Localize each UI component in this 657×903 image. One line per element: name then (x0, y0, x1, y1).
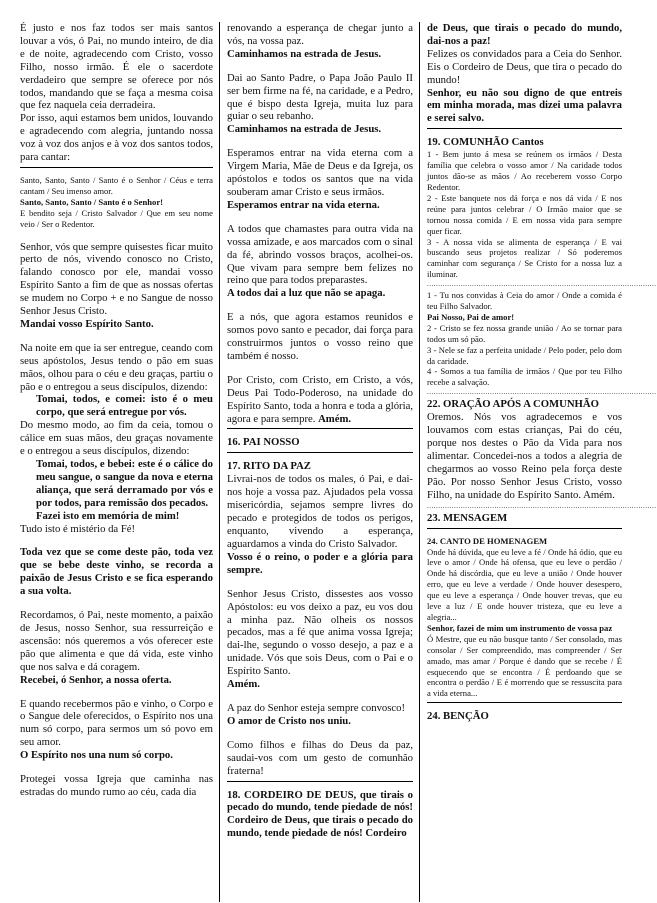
section-heading: 24. CANTO DE HOMENAGEM (427, 535, 548, 546)
response: Senhor, eu não sou digno de que entreis em minha morada, mas dizei uma palavra e serei salvo. (427, 86, 622, 125)
prayer-paragraph: Por isso, aqui estamos bem unidos, louvando e agradecendo com alegria, juntando nossa voz à voz dos anjos e à voz dos santos todos, para cantar: (20, 112, 213, 164)
prayer-paragraph: Na noite em que ia ser entregue, ceando com seus apóstolos, Jesus tendo o pão em suas mãos, olhou para o céu e deu graças, partiu o pão e o entregou a seus discípulos, dizendo: (20, 341, 213, 393)
hymn-refrain: Pai Nosso, Pai de amor! (427, 311, 515, 322)
response: Caminhamos na estrada de Jesus. (227, 123, 382, 136)
sanctus-refrain: Santo, Santo, Santo / Santo é o Senhor! (20, 196, 164, 207)
hymn-verse: 1 - Bem junto á mesa se reúnem os irmãos / Desta família que celebra o vosso amor / Na caridade todos juntos dão-se as mãos / Ao receberem vosso Corpo Redentor. (427, 149, 622, 192)
section-heading: 22. ORAÇÃO APÓS A COMUNHÃO (427, 398, 599, 411)
prayer-paragraph: Dai ao Santo Padre, o Papa João Paulo II ser bem firme na fé, na caridade, e a Pedro, que é bispo desta Igreja, muita luz para guiar o seu rebanho. (227, 71, 413, 123)
prayer-paragraph: renovando a esperança de chegar junto a vós, na vossa paz. (227, 22, 413, 47)
hymn-verse: Onde há dúvida, que eu leve a fé / Onde há ódio, que eu leve o amor / Onde há ofensa, que eu leve o perdão / Onde há discórdia, que eu leve a união / Onde houver erro, que eu leve a verdade / Onde houver desespero, que eu leve a esperança / Onde houver trevas, que eu leve a luz / E onde houver tristeza, que eu leve a alegria... (427, 546, 622, 622)
prayer-paragraph: Protegei vossa Igreja que caminha nas estradas do mundo rumo ao céu, cada dia (20, 773, 213, 798)
consecration-words: Fazei isto em memória de mim! (36, 509, 180, 522)
prayer-paragraph: Oremos. Nós vos agradecemos e vos louvamos com estas crianças, Pai do céu, porque nos destes o Pão da Vida para nos alimentar. Concedei-nos a todos a alegria de chegarmos ao vosso Reino pela força deste Pão. Por nosso Senhor Jesus Cristo, vosso Filho, na unidade do Espírito Santo. Amém. (427, 411, 622, 501)
hymn-verse: 2 - Cristo se fez nossa grande união / Ao se tornar para todos um só pão. (427, 322, 622, 344)
response: A todos dai a luz que não se apaga. (227, 287, 386, 300)
hymn-verse: 3 - A nossa vida se alimenta de esperança / E vai buscando seus projetos realizar / Só poderemos caminhar com segurança / Se Cristo for a nossa luz a iluminar. (427, 236, 622, 280)
prayer-paragraph: E a nós, que agora estamos reunidos e somos povo santo e pecador, dai força para construirmos juntos o vosso reino que também é nosso. (227, 311, 413, 362)
sanctus-verse: E bendito seja / Cristo Salvador / Que em seu nome veio / Ser o Redentor. (20, 207, 213, 229)
response: O amor de Cristo nos uniu. (227, 714, 351, 727)
prayer-paragraph: E quando recebermos pão e vinho, o Corpo e o Sangue dele oferecidos, o Espírito nos una num só corpo, para sermos um só povo em seu amor. (20, 697, 213, 749)
divider (227, 428, 413, 429)
hymn-verse: 2 - Este banquete nos dá força e nos dá vida / E nos reúne para juntos celebrar / O Irmão maior que se tornou nossa comida / E em nossa vida para sempre quer ficar. (427, 192, 622, 236)
section-heading: 16. PAI NOSSO (227, 436, 300, 449)
response: Esperamos entrar na vida eterna. (227, 198, 380, 211)
dotted-separator: ...................................................................................................... (427, 388, 657, 397)
column-2 (219, 22, 419, 902)
response: Amém. (227, 678, 260, 691)
prayer-paragraph: Senhor, vós que sempre quisestes ficar muito perto de nós, vivendo conosco no Cristo, falando conosco por ele, mandai vosso Espírito Santo a fim de que as nossas ofertas se mudem no Corpo + e no Sangue de nosso Senhor Jesus Cristo. (20, 240, 213, 318)
agnus-dei-continued: de Deus, que tirais o pecado do mundo, dai-nos a paz! (427, 22, 622, 47)
dotted-separator: ...................................................................................................... (427, 280, 657, 289)
response: Mandai vosso Espírito Santo. (20, 317, 154, 330)
divider (427, 702, 622, 703)
consecration-words: Tomai, todos, e bebei: este é o cálice do meu sangue, o sangue da nova e eterna aliança, que será derramado por vós e por todos, para remissão dos pecados. (36, 458, 213, 509)
column-3 (419, 22, 657, 902)
section-heading: 19. COMUNHÃO Cantos (427, 136, 544, 149)
doxology (227, 374, 413, 426)
prayer-paragraph: Felizes os convidados para a Ceia do Senhor. Eis o Cordeiro de Deus, que tira o pecado do mundo! (427, 47, 622, 86)
consecration-words: Tomai, todos, e comei: isto é o meu corpo, que será entregue por vós. (36, 393, 213, 419)
prayer-paragraph: A todos que chamastes para outra vida na vossa amizade, e aos marcados com o sinal da fé, abrindo vossos braços, acolhei-os. Que vivam para sempre bem felizes no reino que para todos preparastes. (227, 222, 413, 287)
column-1 (20, 22, 219, 902)
prayer-paragraph: Recordamos, ó Pai, neste momento, a paixão de Jesus, nosso Senhor, sua ressurreição e ascensão: nós queremos a vós oferecer este pão que alimenta e que dá vida, este vinho que nos salva e dá coragem. (20, 609, 213, 673)
section-heading: 17. RITO DA PAZ (227, 460, 311, 473)
prayer-paragraph: Do mesmo modo, ao fim da ceia, tomou o cálice em suas mãos, deu graças novamente e o entregou a seus discípulos, dizendo: (20, 419, 213, 458)
prayer-paragraph: Tudo isto é mistério da Fé! (20, 522, 136, 535)
prayer-paragraph: É justo e nos faz todos ser mais santos louvar a vós, ó Pai, no mundo inteiro, de dia e de noite, agradecendo com Cristo, vosso Filho, nosso irmão. É ele o sacerdote verdadeiro que sempre se oferece por nós todos, mandando que se faça a mesma coisa que fez naquela ceia derradeira. (20, 22, 213, 112)
prayer-paragraph: Senhor Jesus Cristo, dissestes aos vosso Apóstolos: eu vos deixo a paz, eu vos dou a minha paz. Não olheis os nossos pecados, mas a fé que anima vossa Igreja; dai-lhe, segundo o vosso desejo, a paz e a unidade. Vós que sois Deus, com o Pai e o Espírito Santo. (227, 587, 413, 678)
prayer-paragraph: Como filhos e filhas do Deus da paz, saudai-vos com um gesto de comunhão fraterna! (227, 738, 413, 777)
response: Caminhamos na estrada de Jesus. (227, 47, 382, 60)
prayer-paragraph: Livrai-nos de todos os males, ó Pai, e dai-nos hoje a vossa paz. Ajudados pela vossa misericórdia, sejamos sempre livres do pecado e protegidos de todos os perigos, enquanto, vivendo a esperança, aguardamos a vinda do Cristo Salvador. (227, 473, 413, 550)
divider (227, 781, 413, 782)
hymn-verse: Ó Mestre, que eu não busque tanto / Ser consolado, mas consolar / Ser compreendido, mas compreender / Ser amado, mas amar / Porque é dando que se recebe / É esquecendo que se encontra / É perdoando que se encontra o perdão / E é morrendo que se ressuscita para a vida eterna... (427, 633, 622, 699)
section-heading: 18. CORDEIRO DE DEUS, que tirais o pecado do mundo, tende piedade de nós! Cordeiro de Deus, que tirais o pecado do mundo, tende piedade de nós! Cordeiro (227, 788, 413, 840)
response: Toda vez que se come deste pão, toda vez que se bebe deste vinho, se recorda a paixão de Jesus Cristo e se fica esperando a sua volta. (20, 546, 213, 598)
response: O Espírito nos una num só corpo. (20, 749, 173, 762)
divider (427, 528, 622, 529)
section-heading: 24. BENÇÃO (427, 710, 489, 723)
divider (20, 167, 213, 168)
hymn-verse: 1 - Tu nos convidas à Ceia do amor / Onde a comida é teu Filho Salvador. (427, 290, 622, 312)
response: Vosso é o reino, o poder e a glória para sempre. (227, 550, 413, 576)
sanctus-verse: Santo, Santo, Santo / Santo é o Senhor / Céus e terra cantam / Seu imenso amor. (20, 174, 213, 196)
prayer-paragraph: A paz do Senhor esteja sempre convosco! (227, 701, 406, 714)
hymn-verse: 4 - Somos a tua família de irmãos / Que por teu Filho recebe a salvação. (427, 366, 622, 388)
response: Recebei, ó Senhor, a nossa oferta. (20, 673, 172, 686)
divider (227, 452, 413, 453)
dotted-separator: ...................................................................................................... (427, 501, 657, 510)
divider (427, 128, 622, 129)
doxology-text: Por Cristo, com Cristo, em Cristo, a vós, Deus Pai Todo-Poderoso, na unidade do Espírito Santo, toda a honra e toda a glória, agora e para sempre. (227, 373, 413, 425)
amen: Amém. (318, 412, 352, 425)
hymn-verse: 3 - Nele se faz a perfeita unidade / Pelo poder, pelo dom da caridade. (427, 344, 622, 366)
hymn-refrain: Senhor, fazei de mim um instrumento de vossa paz (427, 622, 613, 633)
section-heading: 23. MENSAGEM (427, 511, 508, 524)
prayer-paragraph: Esperamos entrar na vida eterna com a Virgem Maria, Mãe de Deus e da Igreja, os apóstolos e todos os santos que na vida souberam amar Cristo e seus irmãos. (227, 147, 413, 198)
